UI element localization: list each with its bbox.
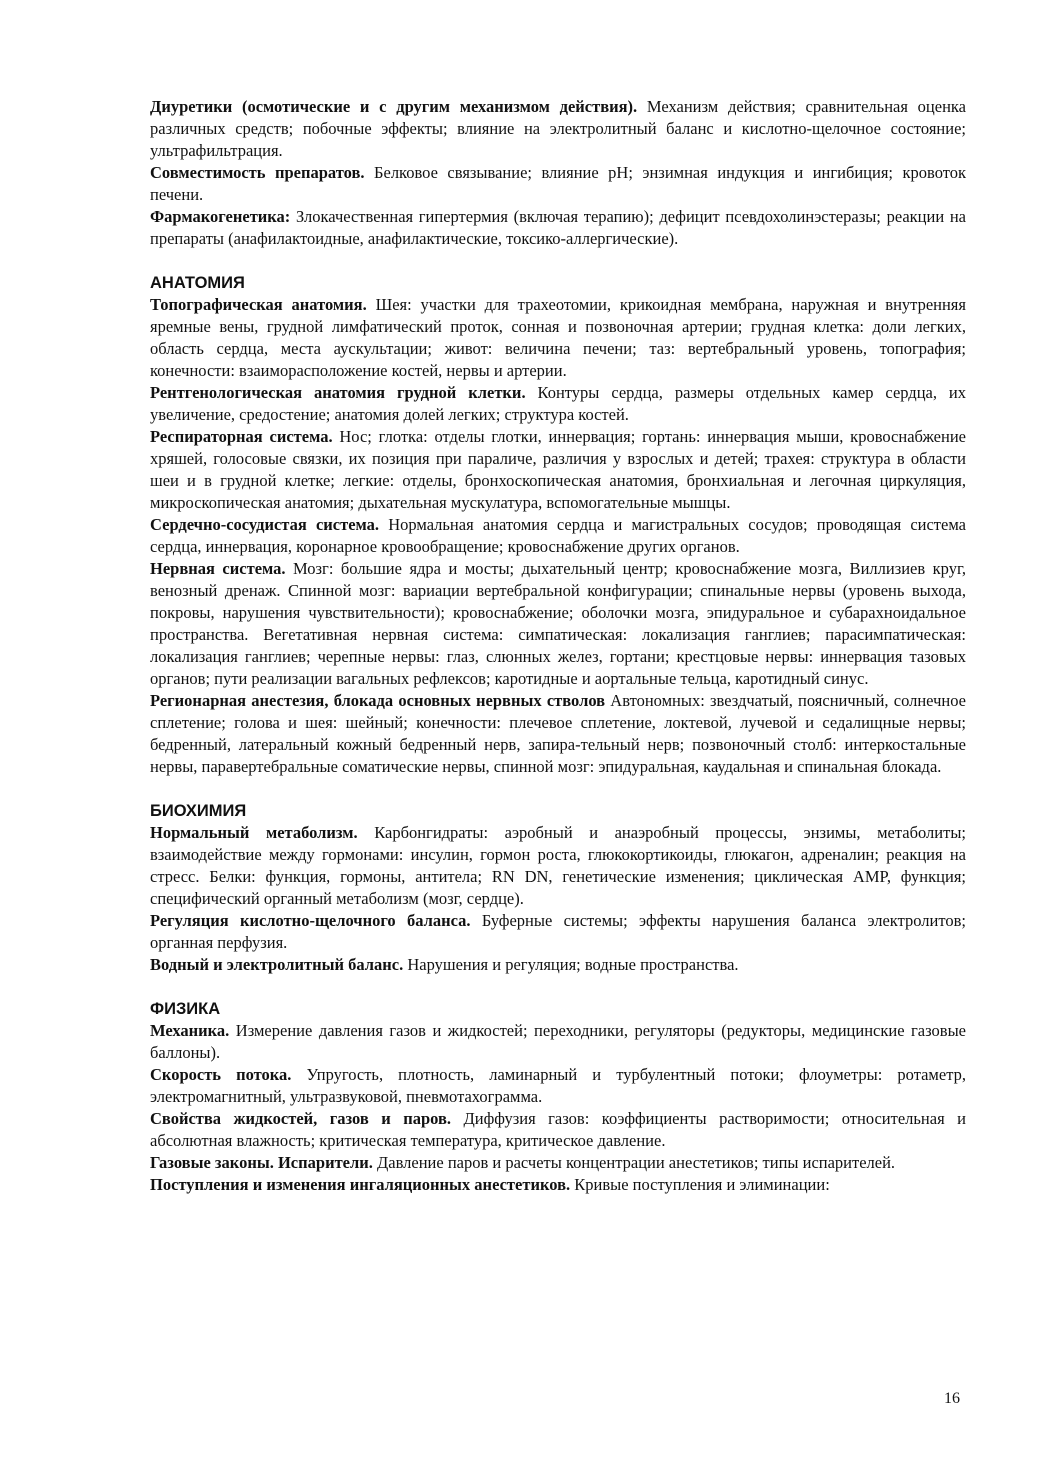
paragraph-diuretics	[150, 96, 966, 162]
paragraph-term: Топографическая анатомия.	[150, 295, 367, 314]
paragraph-text: Нормальная анатомия сердца и магистральных сосудов; проводящая система сердца, иннервация, коронарное кровообращение; кровоснабжение других органов.	[150, 515, 966, 556]
paragraph-flow-rate	[150, 1064, 966, 1108]
page-number: 16	[944, 1390, 960, 1407]
paragraph-topographic-anatomy	[150, 294, 966, 382]
paragraph-text: Буферные системы; эффекты нарушения баланса электролитов; органная перфузия.	[150, 911, 966, 952]
paragraph-term: Нормальный метаболизм.	[150, 823, 358, 842]
paragraph-text: Упругость, плотность, ламинарный и турбулентный потоки; флоуметры: ротаметр, электромагнитный, ультразвуковой, пневмотахограмма.	[150, 1065, 966, 1106]
paragraph-text: Мозг: большие ядра и мосты; дыхательный центр; кровоснабжение мозга, Виллизиев круг, венозный дренаж. Спинной мозг: вариации вертебральной конфигурации; спинальные нервы (уровень выхода, покровы, нарушения чувствительности); кровоснабжение; оболочки мозга, эпидуральное и субарахноидальное пространства. Вегетативная нервная система: симпатическая: локализация ганглиев; парасимпатическая: локализация ганглиев; черепные нервы: глаз, слюнных желез, гортани; крестцовые нервы: иннервация тазовых органов; пути реализации вагальных рефлексов; каротидные и аортальные тельца, каротидный синус.	[150, 559, 966, 688]
paragraph-term: Совместимость препаратов.	[150, 163, 365, 182]
paragraph-text: Диффузия газов: коэффициенты растворимости; относительная и абсолютная влажность; критическая температура, критическое давление.	[150, 1109, 966, 1150]
paragraph-inhalation-anesthetics	[150, 1174, 966, 1196]
paragraph-drug-compatibility	[150, 162, 966, 206]
paragraph-term: Скорость потока.	[150, 1065, 292, 1084]
paragraph-term: Водный и электролитный баланс.	[150, 955, 404, 974]
paragraph-term: Фармакогенетика:	[150, 207, 291, 226]
paragraph-mechanics	[150, 1020, 966, 1064]
paragraph-term: Диуретики (осмотические и с другим механизмом действия).	[150, 97, 638, 116]
paragraph-term: Нервная система.	[150, 559, 286, 578]
paragraph-term: Сердечно-сосудистая система.	[150, 515, 380, 534]
paragraph-term: Поступления и изменения ингаляционных анестетиков.	[150, 1175, 571, 1194]
section-heading-anatomy: АНАТОМИЯ	[150, 274, 245, 292]
paragraph-term: Газовые законы. Испарители.	[150, 1153, 373, 1172]
paragraph-text: Давление паров и расчеты концентрации анестетиков; типы испарителей.	[372, 1153, 896, 1172]
paragraph-normal-metabolism	[150, 822, 966, 910]
paragraph-cardiovascular-system	[150, 514, 966, 558]
paragraph-text: Белковое связывание; влияние pH; энзимная индукция и ингибиция; кровоток печени.	[150, 163, 966, 204]
section-heading-physics: ФИЗИКА	[150, 1000, 221, 1018]
paragraph-text: Механизм действия; сравнительная оценка различных средств; побочные эффекты; влияние на электролитный баланс и кислотно-щелочное состояние; ультрафильтрация.	[150, 97, 966, 160]
paragraph-term: Рентгенологическая анатомия грудной клетки.	[150, 383, 526, 402]
document-page	[150, 96, 966, 1196]
paragraph-text: Измерение давления газов и жидкостей; переходники, регуляторы (редукторы, медицинские газовые баллоны).	[150, 1021, 966, 1062]
paragraph-text: Кривые поступления и элиминации:	[570, 1175, 830, 1194]
paragraph-text: Шея: участки для трахеотомии, крикоидная мембрана, наружная и внутренняя яремные вены, грудной лимфатический проток, сонная и позвоночная артерии; грудная клетка: доли легких, область сердца, места аускультации; живот: величина печени; таз: вертебральный уровень, топография; конечности: взаиморасположение костей, нервы и артерии.	[150, 295, 966, 380]
paragraph-nervous-system	[150, 558, 966, 690]
paragraph-term: Респираторная система.	[150, 427, 333, 446]
paragraph-respiratory-system	[150, 426, 966, 514]
paragraph-fluid-gas-properties	[150, 1108, 966, 1152]
paragraph-text: Нос; глотка: отделы глотки, иннервация; гортань: иннервация мыши, кровоснабжение хряшей, голосовые связки, их позиция при параличе, различия у взрослых и детей; трахея: структура в области шеи и в грудной клетке; легкие: отделы, бронхоскопическая анатомия, бронхиальная и легочная циркуляция, микроскопическая анатомия; дыхательная мускулатура, вспомогательные мышцы.	[150, 427, 966, 512]
paragraph-text: Автономных: звездчатый, поясничный, солнечное сплетение; голова и шея: шейный; конечности: плечевое сплетение, локтевой, лучевой и седалищные нервы; бедренный, латеральный кожный бедренный нерв, запира-тельный нерв; позвоночный столб: интеркостальные нервы, паравертебральные соматические нервы, спинной мозг: эпидуральная, каудальная и спинальная блокада.	[150, 691, 966, 776]
paragraph-term: Регуляция кислотно-щелочного баланса.	[150, 911, 471, 930]
paragraph-term: Механика.	[150, 1021, 230, 1040]
paragraph-text: Контуры сердца, размеры отдельных камер сердца, их увеличение, средостение; анатомия долей легких; структура костей.	[150, 383, 967, 424]
paragraph-xray-anatomy	[150, 382, 966, 426]
paragraph-term: Свойства жидкостей, газов и паров.	[150, 1109, 452, 1128]
paragraph-water-electrolyte-balance	[150, 954, 966, 976]
paragraph-pharmacogenetics	[150, 206, 966, 250]
paragraph-gas-laws	[150, 1152, 966, 1174]
section-heading-biochemistry: БИОХИМИЯ	[150, 802, 247, 820]
paragraph-text: Карбонгидраты: аэробный и анаэробный процессы, энзимы, метаболиты; взаимодействие между гормонами: инсулин, гормон роста, глюкокортикоиды, глюкагон, адреналин; реакция на стресс. Белки: функция, гормоны, антитела; RN DN, генетические изменения; циклическая AMP, функция; специфический органный метаболизм (мозг, сердце).	[150, 823, 966, 908]
paragraph-term: Регионарная анестезия, блокада основных нервных стволов	[150, 691, 606, 710]
paragraph-text: Злокачественная гипертермия (включая терапию); дефицит псевдохолинэстеразы; реакции на препараты (анафилактоидные, анафилактические, токсико-аллергические).	[150, 207, 966, 248]
paragraph-acid-base-regulation	[150, 910, 966, 954]
paragraph-regional-anesthesia	[150, 690, 966, 778]
paragraph-text: Нарушения и регуляция; водные пространства.	[403, 955, 739, 974]
